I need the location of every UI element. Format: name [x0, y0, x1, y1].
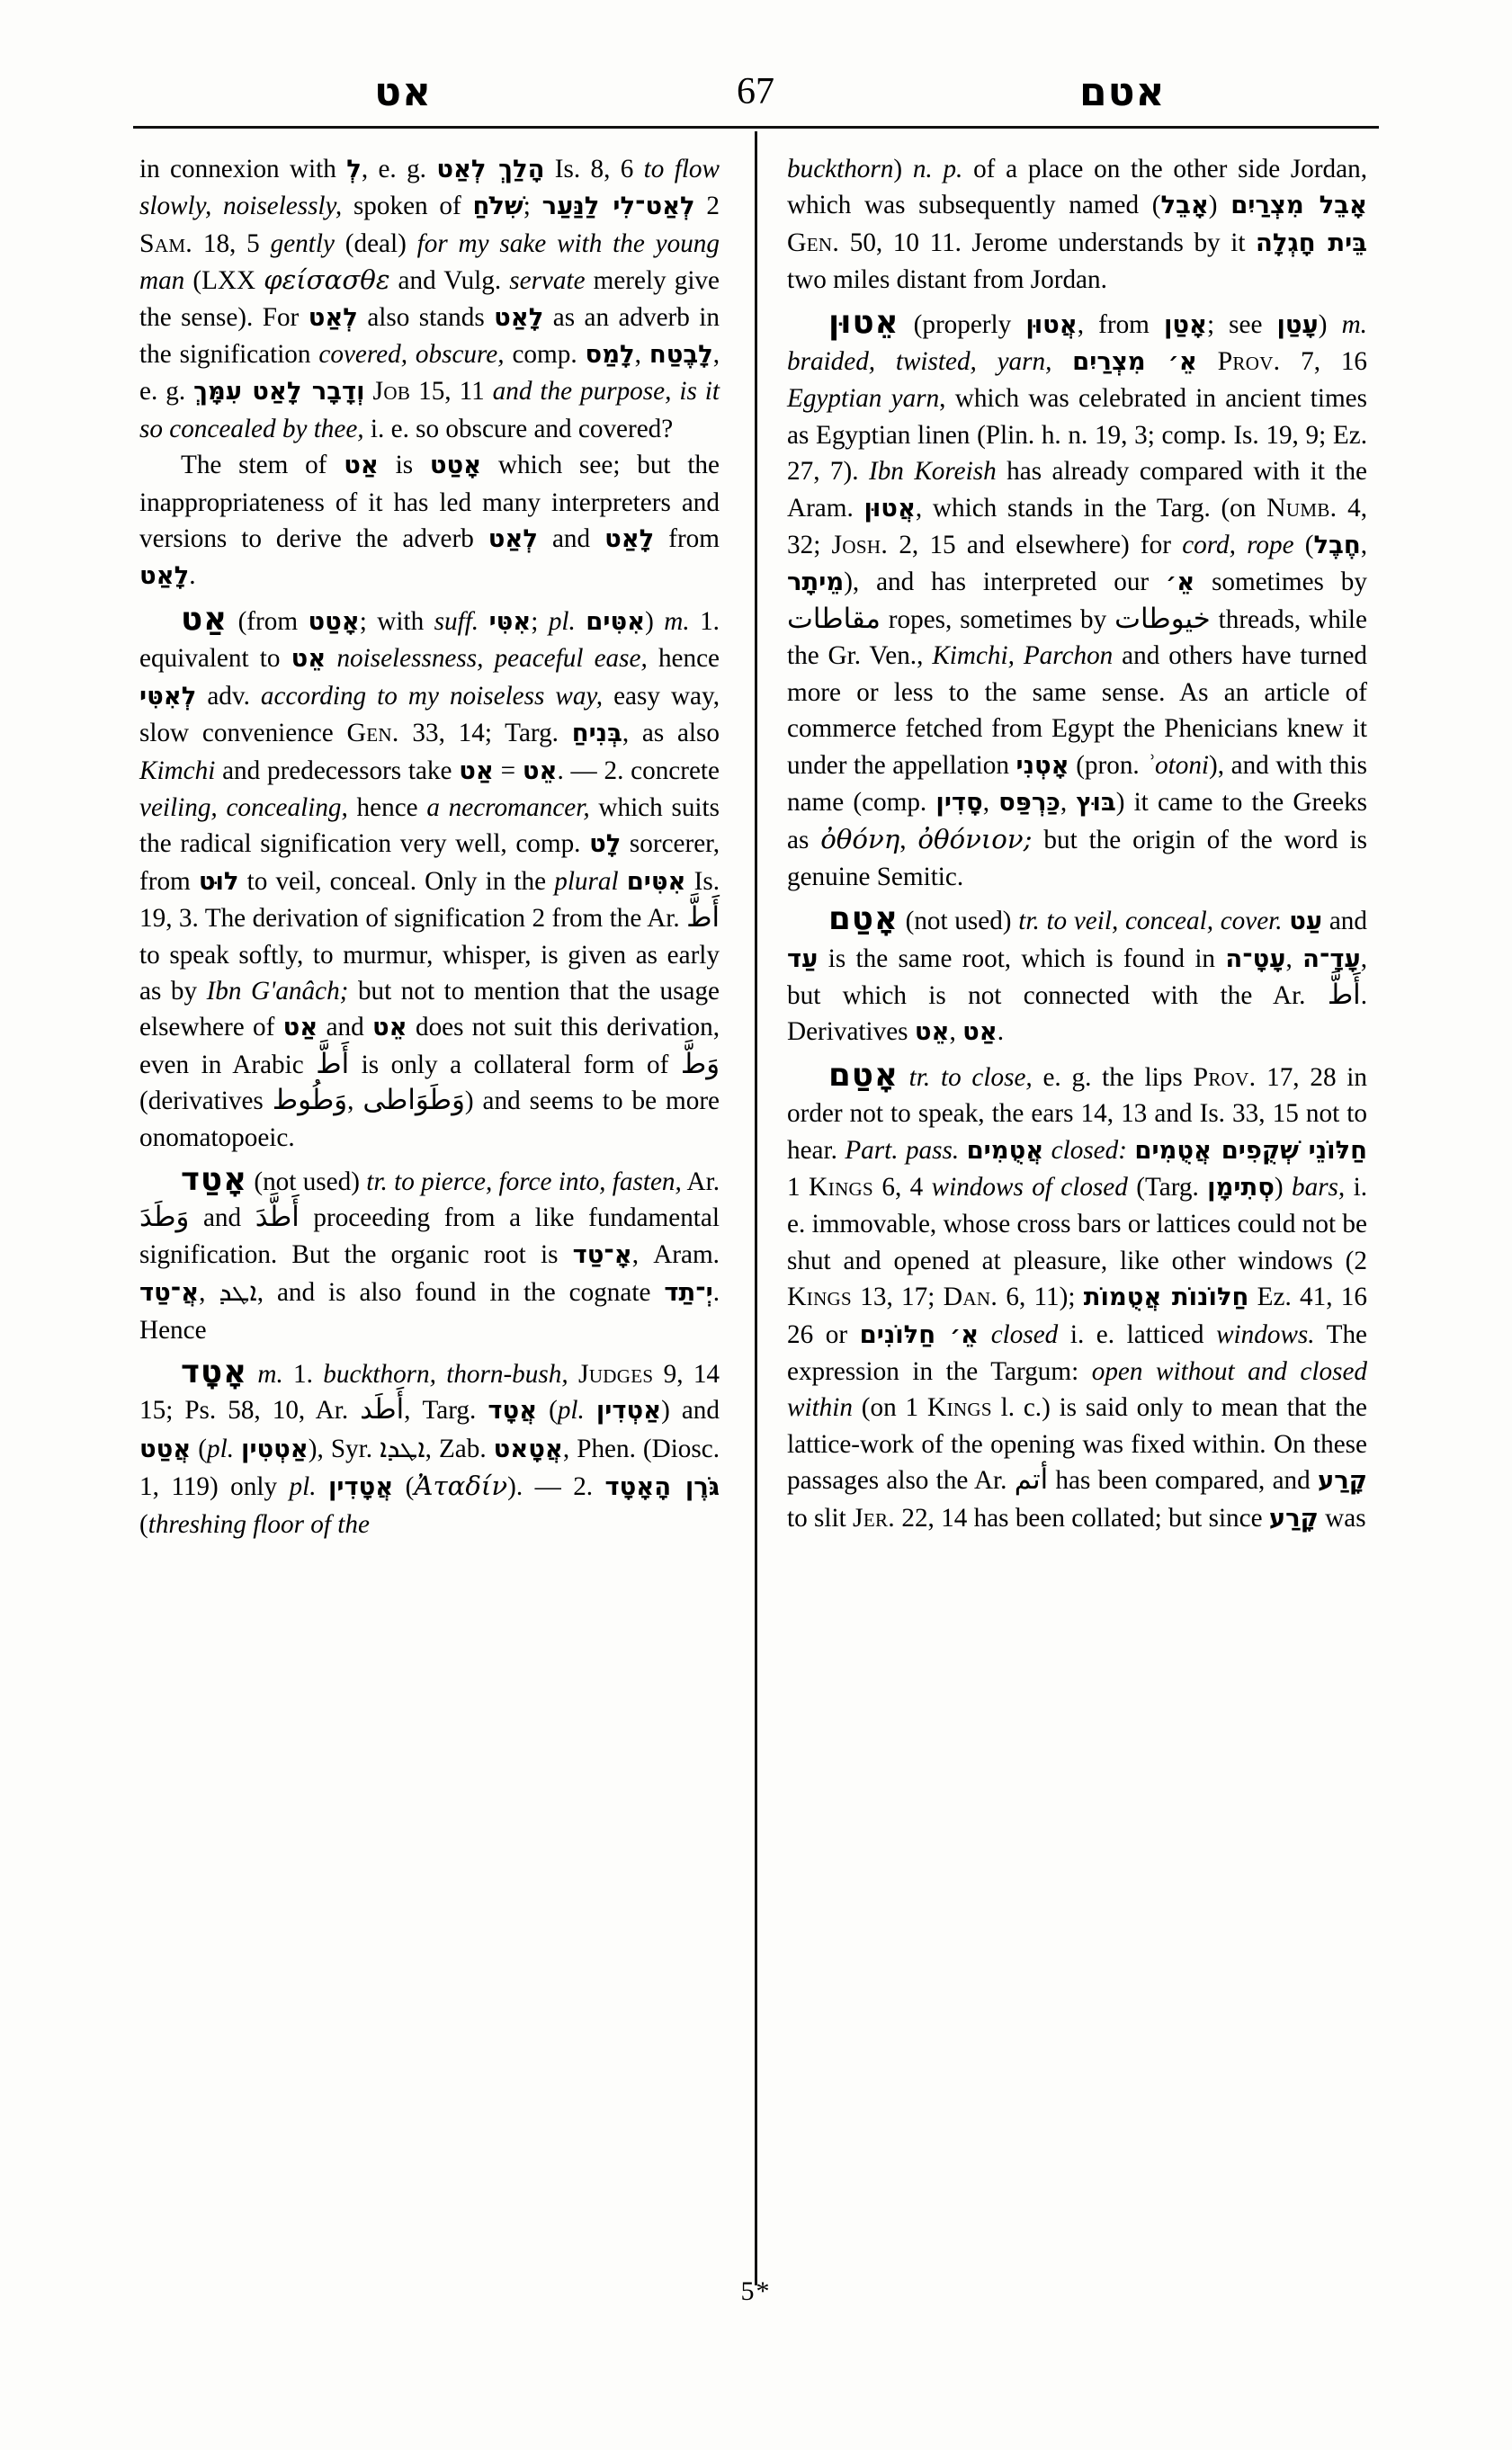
- entry-at: אַט (from אָטַט; with suff. אִטִּי; pl. אִטִּים) m. 1. equivalent to אֵט noiselessness, peaceful ease, hence לְאִטִּי adv. according to my noiseless way, easy way, slow convenience Gen. 33, 14; Targ. בְּנִיחַ, as also Kimchi and predecessors take אַט = אֵט. — 2. concrete veiling, concealing, hence a necromancer, which suits the radical signification very well, comp. לָט sorcerer, from לוּט to veil, conceal. Only in the plural אִטִּים Is. 19, 3. The derivation of signification 2 from the Ar. أَطَّ to speak softly, to murmur, whisper, is given as early as by Ibn G'anâch; but not to mention that the usage elsewhere of אַט and אֵט does not suit this derivation, even in Arabic أَطَّ is only a collateral form of وَطَّ (derivatives وَطُوط, وَطَوَاطى) and seems to be more onomatopoeic.: [139, 600, 720, 1152]
- column-left: [139, 151, 720, 1542]
- headword-atad-root: אָטַד: [181, 1160, 248, 1198]
- paragraph-buckthorn-continued: buckthorn) n. p. of a place on the other side Jordan, which was subsequently named (אָבֵל) אָבֵל מִצְרַיִם Gen. 50, 10 11. Jerome understands by it בֵּית חָגְלָה two miles distant from Jordan.: [787, 155, 1367, 295]
- column-right: [787, 151, 1367, 1537]
- entry-atam-root: אָטַם (not used) tr. to veil, conceal, cover. עַט and עַד is the same root, which is found in עָטָ־ה, עָדָ־ה, but which is not connected with the Ar. أَطَّ. Derivatives אֵט, אַט.: [787, 900, 1368, 1047]
- page-number: 67: [737, 71, 774, 112]
- paragraph-stem-of-at: The stem of אַט is אָטַט which see; but the inappropriateness of it has led many interpreters and versions to derive the adverb לְאַט and לָאַט from לָאַט.: [139, 451, 720, 591]
- running-head-right: אטם: [1079, 69, 1166, 115]
- headword-at: אַט: [181, 600, 228, 638]
- entry-etun: אֵטוּן (properly אֲטוּן, from אָטַן; see עָטַן) m. braided, twisted, yarn, אֵ׳ מִצְרַיִם Prov. 7, 16 Egyptian yarn, which was celebrated in ancient times as Egyptian linen (Plin. h. n. 19, 3; comp. Is. 19, 9; Ez. 27, 7). Ibn Koreish has already compared with it the Aram. אֲטוּן, which stands in the Targ. (on Numb. 4, 32; Josh. 2, 15 and elsewhere) for cord, rope (חֶבֶל, מֵיתָר), and has interpreted our אֵ׳ sometimes by مقاطات ropes, sometimes by خيوطات threads, while the Gr. Ven., Kimchi, Parchon and others have turned more or less to the same sense. As an article of commerce fetched from Egypt the Phenicians knew it under the appellation אָטְנִי (pron. ʾotoni), and with this name (comp. סָדִין, כַּרְפַּס, בּוּץ) it came to the Greeks as ὀθόνη, ὀθόνιον; but the origin of the word is genuine Semitic.: [787, 303, 1368, 891]
- headword-atam-root: אָטַם: [828, 900, 899, 938]
- running-head: [135, 49, 1376, 115]
- header-rule: [133, 126, 1379, 129]
- paragraph-laat-continued: in connexion with לְ, e. g. הָלַךְ לְאַט Is. 8, 6 to flow slowly, noiselessly, spoken of שִׁלֹחַ; לְאַט־לִי לַנַּעַר 2 Sam. 18, 5 gently (deal) for my sake with the young man (LXX φείσασθε and Vulg. servate merely give the sense). For לְאַט also stands לָאַט as an adverb in the signification covered, obscure, comp. לָמַס, לָבֶטַח, e. g. וְדָבָר לָאַט עִמָּךְ Job 15, 11 and the purpose, is it so concealed by thee, i. e. so obscure and covered?: [139, 155, 720, 443]
- entry-atam-verb: אָטַם tr. to close, e. g. the lips Prov. 17, 28 in order not to speak, the ears 14, 13 and Is. 33, 15 not to hear. Part. pass. אֲטֻמִים closed: חַלּוֹנֵי שְׁקֻפִים אֲטֻמִים 1 Kings 6, 4 windows of closed (Targ. סְתִימָן) bars, i. e. immovable, whose cross bars or lattices could not be shut and opened at pleasure, like other windows (2 Kings 13, 17; Dan. 6, 11); חַלּוֹנוֹת אֲטֻמוֹת Ez. 41, 16 26 or אֵ׳ חַלּוֹנִים closed i. e. latticed windows. The expression in the Targum: open without and closed within (on 1 Kings l. c.) is said only to mean that the lattice-work of the opening was fixed within. On these passages also the Ar. أتم has been compared, and קָרַע to slit Jer. 22, 14 has been collated; but since קָרַע was: [787, 1056, 1368, 1533]
- entry-atad-root: אָטַד (not used) tr. to pierce, force into, fasten, Ar. وَطَدَ and أَطَّدَ proceeding from a like fundamental signification. But the organic root is אָ־טַד, Aram. אֲ־טַד, ܐܛܕ, and is also found in the cognate יְ־תַד. Hence: [139, 1160, 720, 1345]
- entry-atad-noun: אָטָד m. 1. buckthorn, thorn-bush, Judges 9, 14 15; Ps. 58, 10, Ar. أَطَد, Targ. אֲטָד (pl. אַטְדִין) and אֲטַט (pl. אַטְטִין), Syr. ܐܛܕܐ, Zab. אֲטָאט, Phen. (Diosc. 1, 119) only pl. אֲטָדִין (Ἀταδίν). — 2. גֹּרֶן הָאָטָד (threshing floor of the: [139, 1354, 720, 1539]
- headword-atad-noun: אָטָד: [181, 1354, 248, 1390]
- column-separator-rule: [755, 131, 757, 2285]
- headword-atam-verb: אָטַם: [828, 1056, 899, 1094]
- running-head-left: אט: [374, 69, 432, 115]
- signature-mark: 5*: [740, 2276, 772, 2306]
- headword-etun: אֵטוּן: [828, 303, 899, 341]
